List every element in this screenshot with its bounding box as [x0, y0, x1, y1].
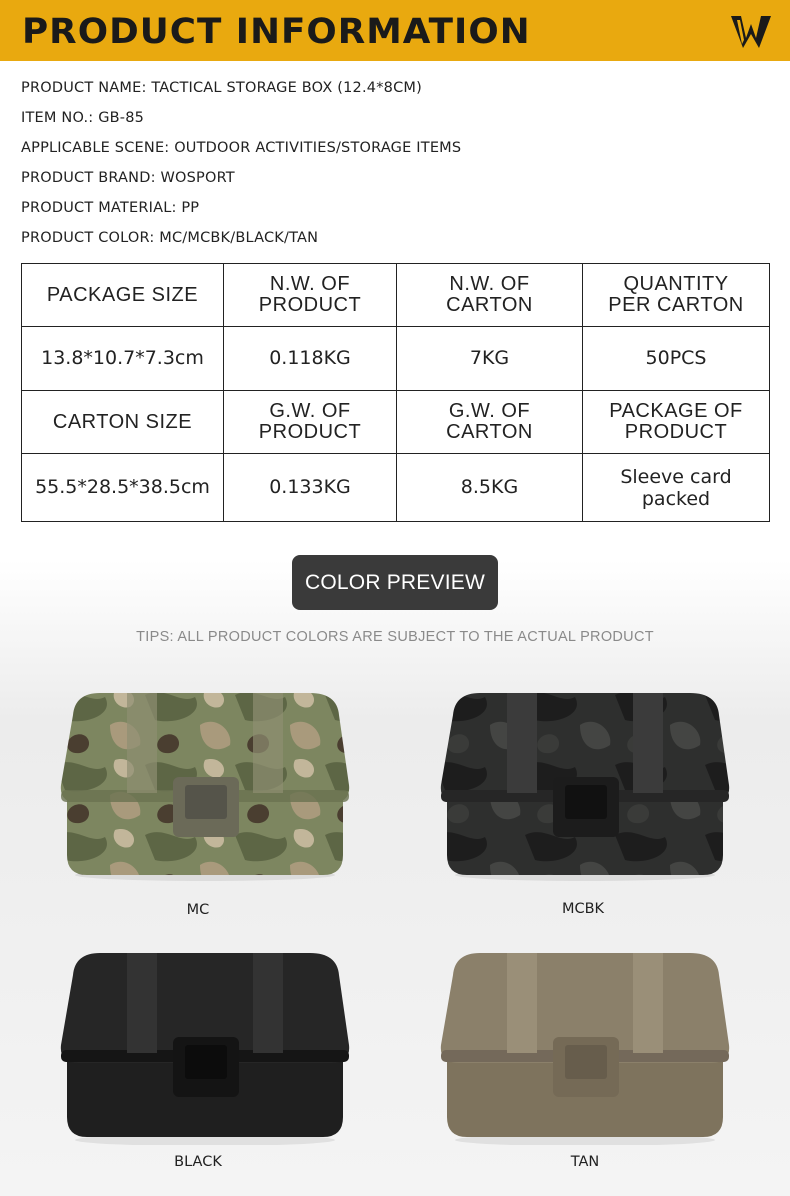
- cell-package-size-label: PACKAGE SIZE: [22, 264, 224, 327]
- storage-box-mcbk-image: [435, 685, 735, 885]
- cell-nw-carton-value: 7KG: [397, 327, 583, 391]
- cell-carton-size-value: 55.5*28.5*38.5cm: [22, 454, 224, 522]
- info-applicable-scene: APPLICABLE SCENE: OUTDOOR ACTIVITIES/STORAGE ITEMS: [21, 140, 462, 156]
- table-row: [22, 391, 770, 454]
- color-preview-button[interactable]: COLOR PREVIEW: [292, 555, 498, 610]
- cell-quantity-value: 50PCS: [583, 327, 770, 391]
- cell-nw-product-value: 0.118KG: [224, 327, 397, 391]
- cell-gw-carton-value: 8.5KG: [397, 454, 583, 522]
- product-tan: [435, 945, 735, 1170]
- cell-gw-product-label: G.W. OF PRODUCT: [224, 391, 397, 454]
- table-row: [22, 454, 770, 522]
- cell-nw-product-label: N.W. OF PRODUCT: [224, 264, 397, 327]
- storage-box-black-image: [55, 945, 355, 1145]
- table-row: [22, 327, 770, 391]
- product-black: [55, 945, 355, 1170]
- product-info-list: [21, 78, 461, 258]
- info-product-color: PRODUCT COLOR: MC/MCBK/BLACK/TAN: [21, 230, 319, 246]
- info-item-no: ITEM NO.: GB-85: [21, 110, 145, 126]
- tips-text: TIPS: ALL PRODUCT COLORS ARE SUBJECT TO THE ACTUAL PRODUCT: [136, 629, 654, 645]
- product-mcbk: [435, 685, 735, 917]
- product-label-mc: MC: [186, 902, 210, 918]
- cell-carton-size-label: CARTON SIZE: [22, 391, 224, 454]
- info-product-brand: PRODUCT BRAND: WOSPORT: [21, 170, 235, 186]
- cell-gw-product-value: 0.133KG: [224, 454, 397, 522]
- header-banner: [0, 0, 790, 61]
- cell-quantity-label: QUANTITY PER CARTON: [583, 264, 770, 327]
- cell-package-of-product-value: Sleeve card packed: [583, 454, 770, 522]
- spec-table: [21, 263, 770, 522]
- cell-package-size-value: 13.8*10.7*7.3cm: [22, 327, 224, 391]
- storage-box-tan-image: [435, 945, 735, 1145]
- cell-gw-carton-label: G.W. OF CARTON: [397, 391, 583, 454]
- product-label-black: BLACK: [174, 1154, 222, 1170]
- brand-w-logo-icon: [729, 12, 773, 52]
- info-product-name: PRODUCT NAME: TACTICAL STORAGE BOX (12.4*8CM): [21, 80, 422, 96]
- table-row: [22, 264, 770, 327]
- product-mc: [55, 685, 355, 918]
- info-product-material: PRODUCT MATERIAL: PP: [21, 200, 200, 216]
- page-title: PRODUCT INFORMATION: [22, 12, 531, 52]
- cell-nw-carton-label: N.W. OF CARTON: [397, 264, 583, 327]
- cell-package-of-product-label: PACKAGE OF PRODUCT: [583, 391, 770, 454]
- product-label-tan: TAN: [570, 1154, 600, 1170]
- storage-box-mc-image: [55, 685, 355, 885]
- product-label-mcbk: MCBK: [561, 901, 605, 917]
